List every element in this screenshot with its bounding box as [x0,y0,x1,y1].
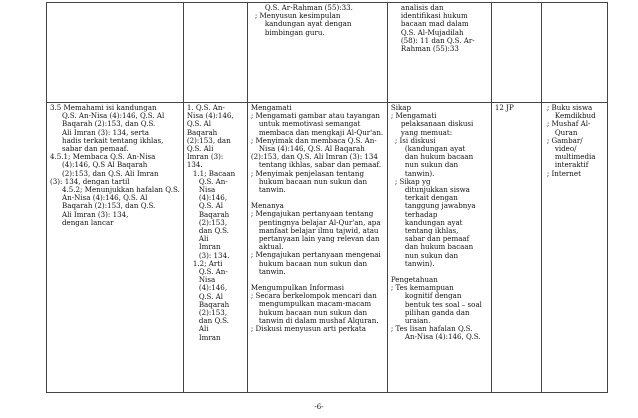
materi-line: (3): 134. [198,250,230,260]
list-item: hukum bacaan nun sukun dan [258,176,368,186]
list-item: hukum bacaan nun sukun dan [258,258,368,268]
list-item: aktual. [258,242,284,252]
list-item: ; Gambar/ [546,135,583,145]
list-item: Rahman (55):33 [400,44,459,54]
list-item: identifikasi hukum [400,11,468,21]
list-item: ; Isi diskusi [394,135,436,145]
list-item: ; Buku siswa [546,103,593,112]
kd-line: Ali Imran (3): 134, [62,209,129,219]
materi-line: Baqarah [198,209,230,219]
list-item: terhadap [404,209,438,219]
list-item: ; Menyimak penjelasan tentang [250,168,365,178]
kd-line: 4.5.2; Menunjukkan hafalan Q.S. [62,185,180,195]
list-item: nun sukun dan [404,160,459,170]
list-item: mengumpulkan macam-macam [258,299,372,309]
penilaian-cont-list [391,4,488,53]
list-item: Kemdikbud [554,111,596,121]
list-item: kandungan ayat [404,217,463,227]
list-item: ditunjukkan siswa [404,185,470,195]
cell-materi-pokok [183,103,247,393]
kd-line: Baqarah (2):153, dan Q.S. [62,201,156,211]
heading-pengetahuan: Pengetahuan [390,275,438,285]
list-item: pilihan ganda dan [404,307,470,317]
list-item: dan hukum bacaan [404,242,474,252]
list-item: kandungan ayat dengan [264,19,352,29]
list-item: bacaan mad dalam [400,19,469,29]
list-item: ; Tes lisan hafalan Q.S. [390,324,473,334]
cell-sumber-belajar [541,103,607,393]
list-item: ; Diskusi menyusun arti perkata [250,324,366,334]
list-item: pertanyaan lain yang relevan dan [258,234,380,244]
materi-line: 1.2; Arti [192,258,223,268]
list-item: manfaat belajar ilmu tajwid, atau [258,225,379,235]
kd-line: Ali Imran (3): 134, serta [62,127,149,137]
list-item: tanwin). [404,258,435,268]
list-item: tanggung jawabnya [404,201,476,211]
page-number: -6- [314,403,324,411]
materi-line: 1. Q.S. An- [186,103,225,112]
list-item: terkait dengan [404,193,458,203]
kd-line: hadis terkait tentang ikhlas, [62,135,164,145]
materi-line: Baqarah [198,299,230,309]
materi-line: Imran [198,332,221,342]
materi-line: Q.S. Al [198,201,224,211]
list-item: tanwin. [258,185,286,195]
list-item: Nisa (4):146, Q.S. Al Baqarah [258,144,365,154]
list-item: ; Mengajukan pertanyaan tentang [250,209,374,219]
list-item: pentingnya belajar Al-Qur'an, apa [258,217,381,227]
kd-line: An-Nisa (4):146, Q.S. Al [62,193,148,203]
materi-line: (2):153, [198,308,228,318]
cell-penilaian [387,103,491,393]
list-item: Q.S. Ar-Rahman (55):33. [264,3,353,12]
cell-kd-top [47,3,184,103]
materi-line: Nisa [198,185,216,195]
list-item: Quran [554,127,578,137]
list-item: dan hukum bacaan [404,152,474,162]
materi-line: (4):146, [198,283,228,293]
syllabus-table [46,2,608,393]
kegiatan-cont-list [251,4,384,37]
list-item: tanwin di dalam mushaf Alquran. [258,315,379,325]
cell-kegiatan-pembelajaran [247,103,387,393]
materi-line: (4):146, [198,193,228,203]
list-item: analisis dan [400,3,444,12]
list-item: An-Nisa (4):146, Q.S. [404,332,481,342]
list-item: kognitif dengan [404,291,462,301]
heading-menanya: Menanya [250,201,284,211]
materi-line: 1.1; Bacaan [192,168,236,178]
kd-line: sabar dan pemaaf. [62,144,129,154]
materi-line: (2):153, [198,217,228,227]
list-item: yang memuat: [400,127,453,137]
materi-line: (2):153, dan [186,135,231,145]
kd-line: 4.5.1; Membaca Q.S. An-Nisa [50,152,156,162]
list-item: uraian. [404,316,431,326]
cell-alokasi-waktu [491,103,541,393]
materi-line: dan Q.S. [198,226,230,236]
kd-line: Baqarah (2):153, dan Q.S. [62,119,156,129]
list-item: ; Menyusun kesimpulan [254,11,341,21]
list-item: ; Sikap yg [394,176,431,186]
cell-kompetensi-dasar [47,103,184,393]
list-item: sabar dan pemaaf [404,234,470,244]
list-item: (2):153, dan Q.S. Ali Imran (3): 134 [250,152,378,162]
list-item: untuk memotivasi semangat [258,119,361,129]
list-item: bentuk tes soal – soal [404,299,482,309]
table-row-top [47,3,608,103]
materi-line: Nisa [198,275,216,285]
cell-penilaian-top [387,3,491,103]
table-row-main [47,103,608,393]
materi-line: Imran (3): [186,152,224,162]
list-item: ; Mengamati [390,111,437,121]
list-item: Q.S. Al-Mujadilah [400,27,464,37]
list-item: interaktif [554,160,589,170]
kd-line: Q.S. An-Nisa (4):146, Q.S. Al [62,111,165,121]
materi-line: 134. [186,160,203,170]
materi-line: Ali [198,234,209,244]
list-item: ; Mushaf Al- [546,119,591,129]
kd-line: 3.5 Memahami isi kandungan [50,103,157,112]
alokasi-value: 12 JP [494,103,514,112]
list-item: ; Menyimak dan membaca Q.S. An- [250,135,377,145]
list-item: (kandungan ayat [404,144,466,154]
list-item: ; Mengamati gambar atau tayangan [250,111,380,121]
list-item: tanwin). [404,168,435,178]
materi-line: Q.S. An- [198,267,228,277]
list-item: pelaksanaan diskusi [400,119,474,129]
cell-alokasi-top [491,3,541,103]
materi-line: Q.S. An- [198,176,228,186]
materi-line: Nisa (4):146, [186,111,234,121]
materi-line: dan Q.S. [198,316,230,326]
list-item: (58): 11 dan Q.S. Ar- [400,35,475,45]
list-item: ; Mengajukan pertanyaan mengenai [250,250,381,260]
list-item: tanwin. [258,266,286,276]
list-item: membaca dan mengkaji Al-Qur'an. [258,127,384,137]
cell-pembelajaran-top [247,3,387,103]
list-item: bimbingan guru. [264,27,325,37]
list-item: ; Internet [546,168,581,178]
materi-line: Imran [198,242,221,252]
cell-sumber-top [541,3,607,103]
cell-materi-top [183,3,247,103]
list-item: tentang ikhlas, [404,226,459,236]
kd-line: (4):146, Q.S Al Baqarah [62,160,148,170]
list-item: ; Secara berkelompok mencari dan [250,291,377,301]
list-item: tentang ikhlas, sabar dan pemaaf. [258,160,382,170]
materi-line: Q.S. Al [198,291,224,301]
list-item: nun sukun dan [404,250,459,260]
heading-mengamati: Mengamati [250,103,292,112]
list-item: hukum bacaan nun sukun dan [258,307,368,317]
list-item: multimedia [554,152,596,162]
materi-line: Q.S. Al [186,119,212,129]
heading-mengumpulkan-informasi: Mengumpulkan Informasi [250,283,344,293]
materi-line: Q.S. Ali [186,144,214,154]
materi-line: Ali [198,324,209,334]
list-item: video/ [554,144,577,154]
kd-line: (3): 134, dengan tartil [50,176,130,186]
materi-line: Baqarah [186,127,218,137]
list-item: ; Tes kemampuan [390,283,454,293]
heading-sikap: Sikap [390,103,412,112]
kd-line: (2):153, dan Q.S. Ali Imran [62,168,159,178]
kd-line: dengan lancar [62,217,114,227]
